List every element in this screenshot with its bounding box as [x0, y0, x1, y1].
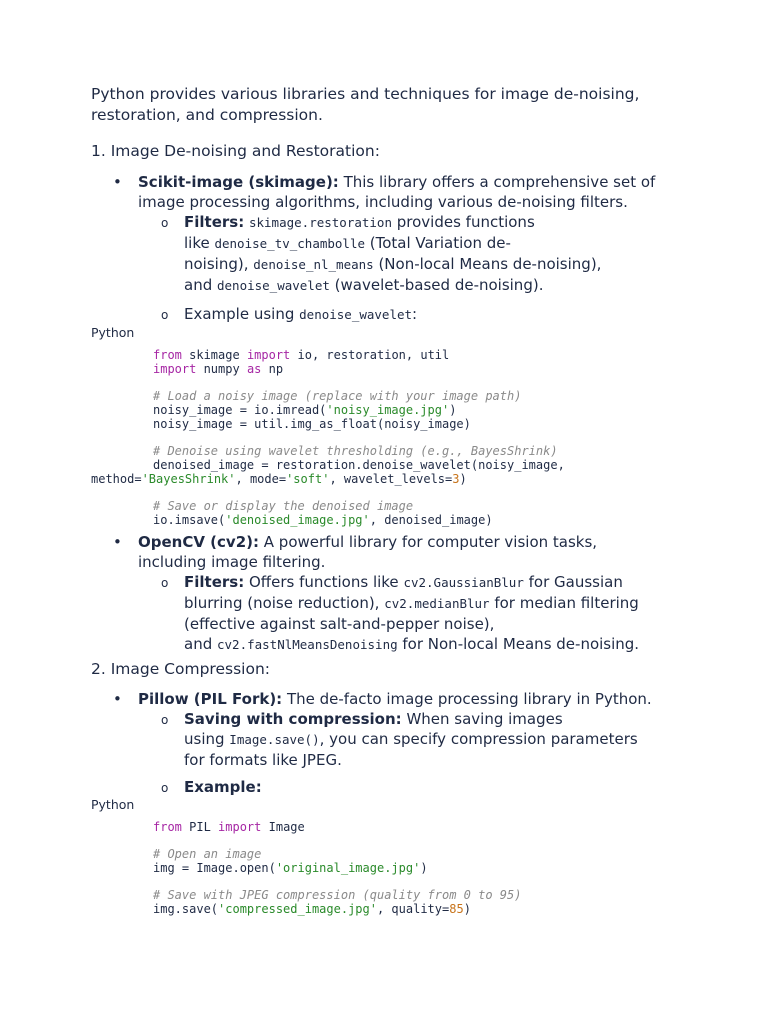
inline-code: denoise_wavelet: [217, 278, 330, 293]
string: 'BayesShrink': [141, 472, 236, 486]
sublist-item-pillow-example: [91, 777, 691, 797]
bullet: •: [113, 173, 122, 191]
sublist-item-pillow-saving: [91, 709, 691, 770]
code-text: method=: [91, 472, 142, 486]
text: for median filtering: [489, 594, 639, 612]
sub-bullet: o: [161, 216, 169, 230]
bullet: •: [113, 690, 122, 708]
text: When saving images: [401, 710, 563, 728]
text: for formats like JPEG.: [184, 751, 342, 769]
keyword: import: [153, 362, 197, 376]
inline-code: cv2.GaussianBlur: [403, 575, 524, 590]
skimage-text: This library offers a comprehensive set of image processing algorithms, including various de-noising filters.: [138, 173, 656, 211]
code-comment: # Save or display the denoised image: [153, 499, 414, 513]
code-text: numpy: [196, 362, 247, 376]
bullet: •: [113, 533, 122, 551]
text: for Non-local Means de-noising.: [397, 635, 640, 653]
text: noising),: [184, 255, 254, 273]
code-text: np: [261, 362, 284, 376]
number: 3: [452, 472, 460, 486]
code-line: [91, 362, 691, 376]
inline-code: cv2.fastNlMeansDenoising: [217, 637, 398, 652]
code-text: Image: [261, 820, 305, 834]
code-text: , mode=: [235, 472, 287, 486]
code-text: ): [449, 403, 457, 417]
intro-paragraph: Python provides various libraries and techniques for image de-noising, restoration, and compression.: [91, 85, 640, 124]
sub-bullet: o: [161, 713, 169, 727]
code-language-label: Python: [91, 797, 135, 812]
text: and: [184, 276, 217, 294]
section-2-heading: 2. Image Compression:: [91, 660, 270, 678]
code-line: [91, 389, 691, 403]
code-text: io, restoration, util: [290, 348, 450, 362]
number: 85: [449, 902, 464, 916]
text: The de-facto image processing library in Python.: [282, 690, 652, 708]
string: 'compressed_image.jpg': [218, 902, 377, 916]
code-line: [91, 472, 691, 486]
saving-label: Saving with compression:: [184, 710, 402, 728]
text: Example using: [184, 305, 300, 323]
sub-bullet: o: [161, 576, 169, 590]
keyword: from: [153, 820, 182, 834]
code-block-skimage: [91, 348, 691, 527]
text: like: [184, 234, 215, 252]
sublist-item-skimage-filters: [91, 212, 691, 296]
keyword: from: [153, 348, 182, 362]
sub-bullet: o: [161, 781, 169, 795]
inline-code: cv2.medianBlur: [384, 596, 490, 611]
list-item-skimage: [91, 172, 691, 212]
sublist-item-skimage-example: [91, 304, 691, 325]
skimage-title: Scikit-image (skimage):: [138, 173, 339, 191]
code-text: skimage: [181, 348, 247, 362]
text: provides functions: [391, 213, 535, 231]
code-comment: # Save with JPEG compression (quality from 0 to 95): [153, 888, 522, 902]
code-language-label: Python: [91, 325, 135, 340]
code-block-pillow: [91, 820, 691, 916]
text: A powerful library for computer vision tasks,: [259, 533, 598, 551]
text: (effective against salt-and-pepper noise),: [184, 615, 495, 633]
code-text: noisy_image = io.imread(: [153, 403, 327, 417]
string: 'noisy_image.jpg': [326, 403, 450, 417]
code-line: [91, 820, 691, 834]
code-text: , wavelet_levels=: [329, 472, 453, 486]
string: 'soft': [286, 472, 330, 486]
sublist-item-opencv-filters: [91, 572, 691, 655]
inline-code: Image.save(): [229, 732, 320, 747]
code-line: noisy_image = util.img_as_float(noisy_image): [153, 417, 471, 431]
text: (Total Variation de-: [365, 234, 511, 252]
code-comment: # Open an image: [153, 847, 262, 861]
text: :: [412, 305, 418, 323]
string: 'original_image.jpg': [275, 861, 421, 875]
code-line: [91, 499, 691, 513]
code-line: [91, 513, 691, 527]
list-item-pillow: [91, 689, 691, 709]
section-1-heading: 1. Image De-noising and Restoration:: [91, 142, 380, 160]
text: , you can specify compression parameters: [319, 730, 638, 748]
text: including image filtering.: [138, 553, 326, 571]
inline-code: denoise_wavelet: [299, 307, 413, 322]
inline-code: skimage.restoration: [248, 215, 392, 230]
inline-code: denoise_nl_means: [253, 257, 374, 272]
example-label: Example:: [184, 778, 262, 796]
inline-code: denoise_tv_chambolle: [214, 236, 365, 251]
code-line: [91, 902, 691, 916]
code-comment: # Denoise using wavelet thresholding (e.g., BayesShrink): [153, 444, 558, 458]
keyword: import: [246, 348, 291, 362]
filters-label: Filters:: [184, 573, 245, 591]
text: Offers functions like: [244, 573, 404, 591]
document-page: [91, 84, 691, 916]
keyword: as: [246, 362, 262, 376]
opencv-title: OpenCV (cv2):: [138, 533, 259, 551]
text: (Non-local Means de-noising),: [373, 255, 602, 273]
text: for Gaussian: [523, 573, 623, 591]
list-item-opencv: [91, 532, 691, 572]
text: blurring (noise reduction),: [184, 594, 385, 612]
code-line: [91, 861, 691, 875]
code-line: [91, 403, 691, 417]
code-line: [91, 444, 691, 458]
keyword: import: [218, 820, 262, 834]
code-line: [91, 348, 691, 362]
filters-label: Filters:: [184, 213, 245, 231]
sub-bullet: o: [161, 308, 169, 322]
code-text: ): [463, 902, 471, 916]
code-text: , denoised_image): [369, 513, 493, 527]
code-line: [91, 888, 691, 902]
code-text: img.save(: [153, 902, 219, 916]
code-line: denoised_image = restoration.denoise_wavelet(noisy_image,: [153, 458, 565, 472]
code-text: img = Image.open(: [153, 861, 276, 875]
code-text: PIL: [181, 820, 219, 834]
code-text: ): [420, 861, 428, 875]
text: and: [184, 635, 217, 653]
text: (wavelet-based de-noising).: [329, 276, 544, 294]
string: 'denoised_image.jpg': [225, 513, 370, 527]
code-text: ): [459, 472, 467, 486]
text: using: [184, 730, 230, 748]
code-text: , quality=: [376, 902, 450, 916]
pillow-title: Pillow (PIL Fork):: [138, 690, 283, 708]
code-line: [91, 847, 691, 861]
code-comment: # Load a noisy image (replace with your image path): [153, 389, 522, 403]
code-text: io.imsave(: [153, 513, 226, 527]
